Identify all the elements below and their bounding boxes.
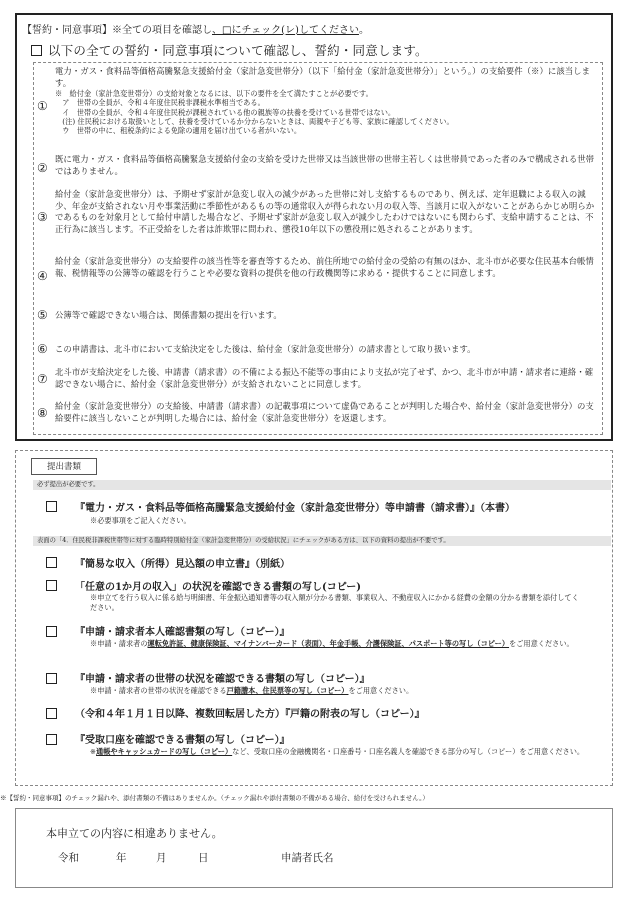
pledge-item-text: 給付金（家計急変世帯分）は、予期せず家計が急変し収入の減少があった世帯に対し支給するものであり、例えば、定年退職による収入の減少、年金が支給されない月や事業活動に季節性があるもの等の通常収入が得られない月の収入等、当該月に収入がないことがあらかじめ明らかであるものを対象月として給付申請した場合など、予期せず家計が急変し収入が減少したわけではないにも関わらず、支給申請することは、不正行為に該当します。不正受給をした者は詐欺罪に問われ、懲役10年以下の懲役刑に処されることがあります。	[55, 189, 595, 234]
pledge-heading	[22, 21, 369, 36]
doc-note	[90, 747, 585, 757]
pledge-heading-instruction-underlined: 、□にチェック(レ)してください	[212, 25, 359, 36]
signature-month-label: 月	[156, 852, 167, 864]
signature-box	[15, 808, 613, 888]
required-band: 必ず提出が必要です。	[33, 480, 611, 490]
doc-title: 「任意の1か月の収入」の状況を確認できる書類の写し(コピー)	[75, 582, 362, 593]
agree-all-label: 以下の全ての誓約・同意事項について確認し、誓約・同意します。	[48, 43, 428, 58]
doc-note-text: など、受取口座の金融機関名・口座番号・口座名義人を確認できる部分の写し（コピー）をご用意ください。	[232, 747, 585, 756]
pledge-item-sub: ア 世帯の全員が、令和４年度住民税非課税水準相当である。	[55, 98, 265, 108]
pledge-item-number: ④	[37, 269, 48, 283]
doc-note	[90, 686, 585, 696]
pledge-item-3	[55, 189, 601, 235]
pledge-item-number: ①	[37, 99, 48, 113]
submission-tab: 提出書類	[31, 458, 97, 475]
signature-statement: 本申立ての内容に相違ありません。	[46, 827, 223, 840]
doc-checkbox-income-statement[interactable]	[46, 557, 57, 568]
doc-checkbox-family-register[interactable]	[46, 708, 57, 719]
pledge-item-5	[55, 310, 601, 322]
signature-day-label: 日	[198, 852, 209, 864]
pledge-item-1	[55, 66, 601, 136]
pledge-item-text: 電力・ガス・食料品等価格高騰緊急支援給付金（家計急変世帯分）（以下「給付金（家計急変世帯分）」という。）の支給要件（※）に該当します。	[55, 66, 591, 88]
pledge-item-6	[55, 344, 601, 356]
doc-note-text: ※必要事項をご記入ください。	[90, 516, 191, 525]
doc-title: 『申請・請求者の世帯の状況を確認できる書類の写し（コピー）』	[75, 674, 370, 685]
pledge-item-text: 給付金（家計急変世帯分）の支給要件の該当性等を審査等するため、前住所地での給付金の受給の有無のほか、北斗市が必要な住民基本台帳情報、税情報等の公簿等の確認を行うことや必要な資料の提供を他の行政機関等に求める・提供することに同意します。	[55, 256, 594, 278]
doc-checkbox-application[interactable]	[46, 501, 57, 512]
pledge-item-text: 給付金（家計急変世帯分）の支給後、申請書（請求書）の記載事項について虚偽であることが判明した場合や、給付金（家計急変世帯分）の支給要件に該当しないことが判明した場合には、給付金（家計急変世帯分）を返還します。	[55, 401, 594, 423]
doc-note	[90, 639, 585, 649]
doc-title: （令和４年１月１日以降、複数回転居した方）『戸籍の附表の写し（コピー）』	[75, 709, 425, 720]
pledge-item-sub: ※ 給付金（家計急変世帯分）の支給対象となるには、以下の要件を全て満たすことが必要です。	[55, 89, 373, 99]
doc-note	[90, 516, 585, 526]
pledge-item-8	[55, 401, 601, 424]
pledge-item-text: 北斗市が支給決定をした後、申請書（請求書）の不備による振込不能等の事由により支払が完了せず、かつ、北斗市が申請・請求者に連絡・確認できない場合に、給付金（家計急変世帯分）が支給されないことに同意します。	[55, 367, 594, 389]
doc-title: 『受取口座を確認できる書類の写し（コピー）』	[75, 735, 290, 746]
doc-title: 『電力・ガス・食料品等価格高騰緊急支援給付金（家計急変世帯分）等申請書（請求書）』（本書）	[75, 503, 515, 514]
pledge-item-2	[55, 154, 601, 177]
pledge-item-sub: ウ 世帯の中に、租税条約による免除の適用を届け出ている者がいない。	[55, 126, 302, 136]
doc-note-underlined: 戸籍謄本、住民票等の写し（コピー）	[226, 686, 349, 695]
agree-all-checkbox[interactable]	[31, 45, 42, 56]
pledge-item-text: 公簿等で確認できない場合は、関係書類の提出を行います。	[55, 310, 282, 320]
pledge-item-number: ⑦	[37, 372, 48, 386]
pledge-item-number: ②	[37, 161, 48, 175]
doc-note-text: ※申請・請求者の	[90, 639, 148, 648]
doc-checkbox-bank[interactable]	[46, 734, 57, 745]
pledge-item-number: ③	[37, 210, 48, 224]
pledge-item-text: 既に電力・ガス・食料品等価格高騰緊急支援給付金の支給を受けた世帯又は当該世帯の世帯主若しくは世帯員であった者のみで構成される世帯ではありません。	[55, 154, 595, 176]
applicant-name-label: 申請者氏名	[281, 852, 334, 864]
exemption-band: 表面の「4．住民税非課税世帯等に対する臨時特別給付金（家計急変世帯分）の受給状況」にチェックがある方は、以下の資料の提出が不要です。	[33, 536, 611, 546]
pledge-item-text: この申請書は、北斗市において支給決定をした後は、給付金（家計急変世帯分）の請求書として取り扱います。	[55, 344, 476, 354]
doc-note-text: ※申立てを行う収入に係る給与明細書、年金振込通知書等の収入額が分かる書類、事業収入、不動産収入にかかる経費の金額の分かる書類を添付してください。	[90, 593, 579, 612]
pledge-item-sub: (注) 住民税における取扱いとして、扶養を受けているか分からないときは、両親や子ども等、家族に確認してください。	[55, 117, 454, 127]
signature-era: 令和	[58, 852, 79, 864]
pledge-items-list	[33, 62, 603, 435]
doc-checkbox-id[interactable]	[46, 626, 57, 637]
agree-all-row[interactable]	[31, 41, 428, 59]
doc-checkbox-income-proof[interactable]	[46, 580, 57, 591]
pledge-item-sub: イ 世帯の全員が、令和４年度住民税が課税されている他の親族等の扶養を受けている世帯ではない。	[55, 107, 396, 117]
doc-note-text: ※	[90, 747, 97, 756]
doc-note-underlined: 運転免許証、健康保険証、マイナンバーカード（表面）、年金手帳、介護保険証、パスポート等の写し（コピー）	[147, 639, 510, 648]
doc-title: 『申請・請求者本人確認書類の写し（コピー）』	[75, 627, 290, 638]
pledge-item-number: ⑥	[37, 342, 48, 356]
doc-note-text: をご用意ください。	[348, 686, 414, 695]
signature-year-label: 年	[116, 852, 127, 864]
doc-note-underlined: 通帳やキャッシュカードの写し（コピー）	[96, 747, 233, 756]
doc-note-text: をご用意ください。	[509, 639, 574, 648]
doc-note	[90, 593, 585, 613]
pledge-item-4	[55, 256, 601, 279]
doc-note-text: ※申請・請求者の世帯の状況を確認できる	[90, 686, 227, 695]
checklist-footnote: ※【誓約・同意事項】のチェック漏れや、添付書類の不備はありませんか。（チェック漏れや添付書類の不備がある場合、給付を受けられません。）	[0, 794, 429, 802]
pledge-heading-instruction: ※全ての項目を確認し	[112, 25, 212, 36]
pledge-heading-period: 。	[358, 25, 369, 36]
doc-checkbox-household[interactable]	[46, 673, 57, 684]
doc-title: 『簡易な収入（所得）見込額の申立書』（別紙）	[75, 559, 290, 570]
pledge-item-number: ⑧	[37, 406, 48, 420]
pledge-heading-bracket: 【誓約・同意事項】	[22, 25, 112, 36]
pledge-item-7	[55, 367, 601, 390]
pledge-item-number: ⑤	[37, 308, 48, 322]
